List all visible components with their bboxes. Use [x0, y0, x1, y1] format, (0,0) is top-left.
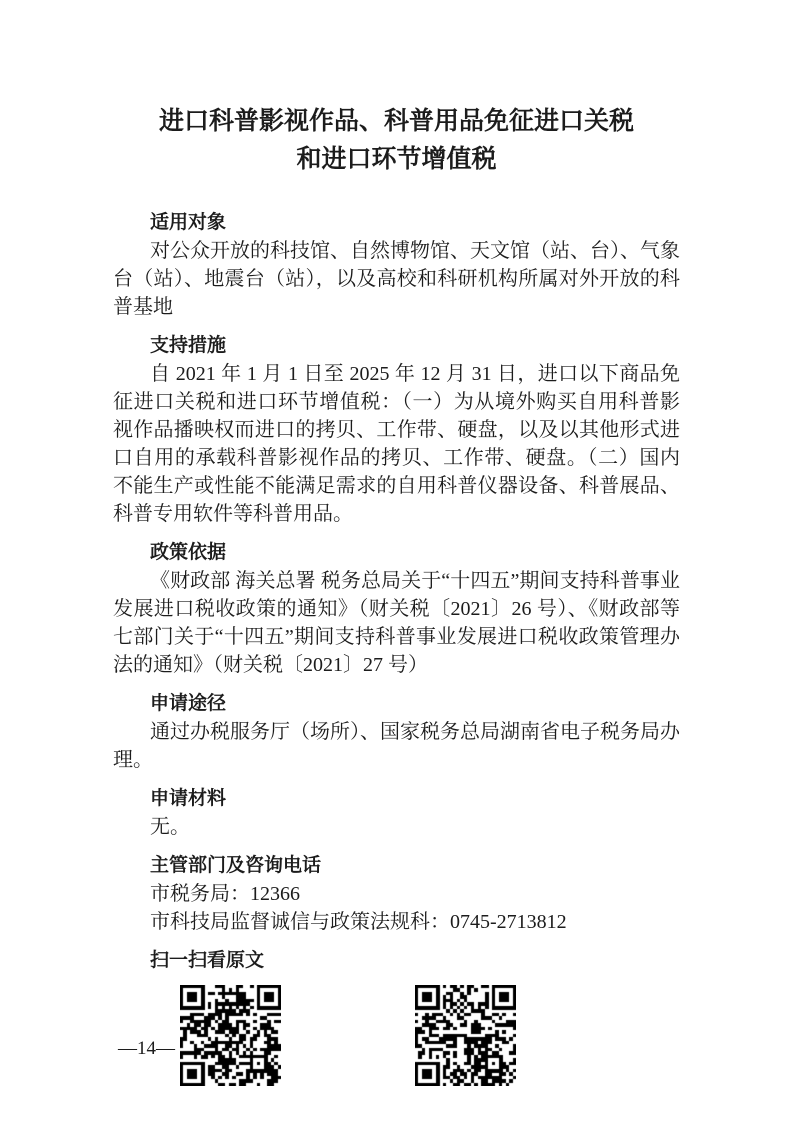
document-title-line-2: 和进口环节增值税	[296, 146, 497, 173]
paragraph: 通过办税服务厅（场所）、国家税务总局湖南省电子税务局办理。	[113, 721, 680, 771]
section-support-measures	[113, 332, 680, 528]
page-content	[113, 103, 680, 1086]
section-application-channel	[113, 690, 680, 774]
paragraph: 市科技局监督诚信与政策法规科：0745-2713812	[150, 911, 567, 933]
section-contact-info	[113, 852, 680, 936]
sections	[113, 209, 680, 1086]
document-title-line-1: 进口科普影视作品、科普用品免征进口关税	[158, 108, 634, 135]
section-application-materials	[113, 785, 680, 841]
section-heading: 政策依据	[150, 542, 227, 563]
section-heading: 申请途径	[150, 693, 227, 714]
section-policy-basis	[113, 539, 680, 679]
page-number: —14—	[118, 1038, 175, 1059]
qr-code-right	[415, 985, 516, 1086]
section-heading: 扫一扫看原文	[150, 950, 265, 971]
paragraph: 对公众开放的科技馆、自然博物馆、天文馆（站、台）、气象台（站）、地震台（站），以及高校和科研机构所属对外开放的科普基地	[113, 240, 680, 318]
section-heading: 适用对象	[150, 212, 227, 233]
section-qr-scan	[113, 947, 680, 1086]
qr-code-row	[180, 985, 680, 1086]
section-heading: 支持措施	[150, 335, 227, 356]
section-heading: 申请材料	[150, 788, 227, 809]
section-applicable-objects	[113, 209, 680, 321]
paragraph: 无。	[150, 816, 190, 838]
paragraph: 自 2021 年 1 月 1 日至 2025 年 12 月 31 日，进口以下商品免征进口关税和进口环节增值税：（一）为从境外购买自用科普影视作品播映权而进口的拷贝、工作带、硬盘，以及以其他形式进口自用的承载科普影视作品的拷贝、工作带、硬盘。（二）国内不能生产或性能不能满足需求的自用科普仪器设备、科普展品、科普专用软件等科普用品。	[113, 363, 680, 525]
qr-code-left	[180, 985, 281, 1086]
section-heading: 主管部门及咨询电话	[150, 855, 322, 876]
document-title	[113, 103, 680, 179]
paragraph: 《财政部 海关总署 税务总局关于“十四五”期间支持科普事业发展进口税收政策的通知》（财关税〔2021〕26 号）、《财政部等七部门关于“十四五”期间支持科普事业发展进口税收政策管理办法的通知》（财关税〔2021〕27 号）	[113, 570, 680, 676]
paragraph: 市税务局：12366	[150, 883, 300, 905]
